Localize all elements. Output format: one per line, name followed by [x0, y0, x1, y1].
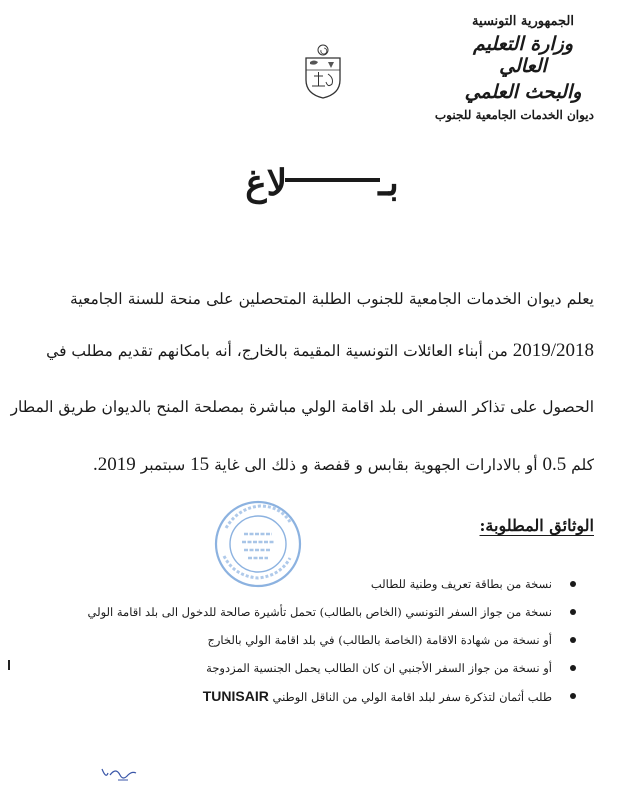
ministry-name-line1: وزارة التعليم العالي	[472, 33, 573, 77]
bullet-icon	[570, 665, 576, 671]
list-item-text: أو نسخة من جواز السفر الأجنبي ان كان الطالب يحمل الجنسية المزدوجة	[206, 661, 552, 675]
body-line-1: يعلم ديوان الخدمات الجامعية للجنوب الطلبة المتحصلين على منحة للسنة الجامعية	[70, 290, 594, 308]
academic-year: 2019/2018	[512, 340, 594, 361]
list-item	[122, 570, 552, 598]
deadline-day: 15	[190, 454, 210, 475]
airline-name: TUNISAIR	[202, 688, 269, 704]
bullet-icon	[570, 637, 576, 643]
body-line-4	[93, 454, 594, 476]
handwritten-initials	[98, 763, 142, 785]
required-documents-list	[87, 570, 552, 710]
bullet-icon	[570, 693, 576, 699]
ministry-name-line2: والبحث العلمي	[464, 81, 582, 103]
title-end: لاغ	[245, 162, 288, 204]
list-item	[122, 626, 552, 654]
office-name: ديوان الخدمات الجامعية للجنوب	[434, 108, 594, 122]
bullet-icon	[570, 581, 576, 587]
title-start: بـ	[378, 162, 399, 204]
bullet-icon	[570, 609, 576, 615]
body-line-2	[46, 340, 594, 362]
letterhead	[448, 14, 598, 103]
km-value: 0.5	[542, 454, 567, 475]
title-kashida	[285, 178, 380, 182]
km-label: كلم	[571, 456, 594, 474]
body-line-4-text: أو بالادارات الجهوية بقابس و قفصة و ذلك الى غاية	[214, 456, 538, 474]
list-item-text: أو نسخة من شهادة الاقامة (الخاصة بالطالب) في بلد اقامة الولي بالخارج	[207, 633, 552, 647]
required-documents-heading: الوثائق المطلوبة:	[479, 516, 594, 535]
page-title	[0, 162, 644, 204]
republic-name: الجمهورية التونسية	[472, 14, 574, 29]
list-item	[122, 682, 552, 710]
coat-of-arms-emblem	[300, 42, 346, 100]
deadline-month: سبتمبر	[140, 456, 186, 474]
list-item	[87, 598, 552, 626]
body-line-3: الحصول على تذاكر السفر الى بلد اقامة الولي مباشرة بمصلحة المنح بالديوان طريق المطار	[10, 398, 594, 416]
list-item-text: نسخة من جواز السفر التونسي (الخاص بالطالب) تحمل تأشيرة صالحة للدخول الى بلد اقامة الولي	[87, 605, 552, 619]
list-item	[122, 654, 552, 682]
list-item-text: طلب أثمان لتذكرة سفر لبلد اقامة الولي من الناقل الوطني	[272, 690, 552, 704]
list-item-text: نسخة من بطاقة تعريف وطنية للطالب	[370, 577, 552, 591]
body-line-2-text: من أبناء العائلات التونسية المقيمة بالخارج، أنه بامكانهم تقديم مطلب في	[46, 342, 508, 360]
margin-mark	[8, 660, 10, 670]
deadline-year: 2019.	[93, 454, 136, 475]
